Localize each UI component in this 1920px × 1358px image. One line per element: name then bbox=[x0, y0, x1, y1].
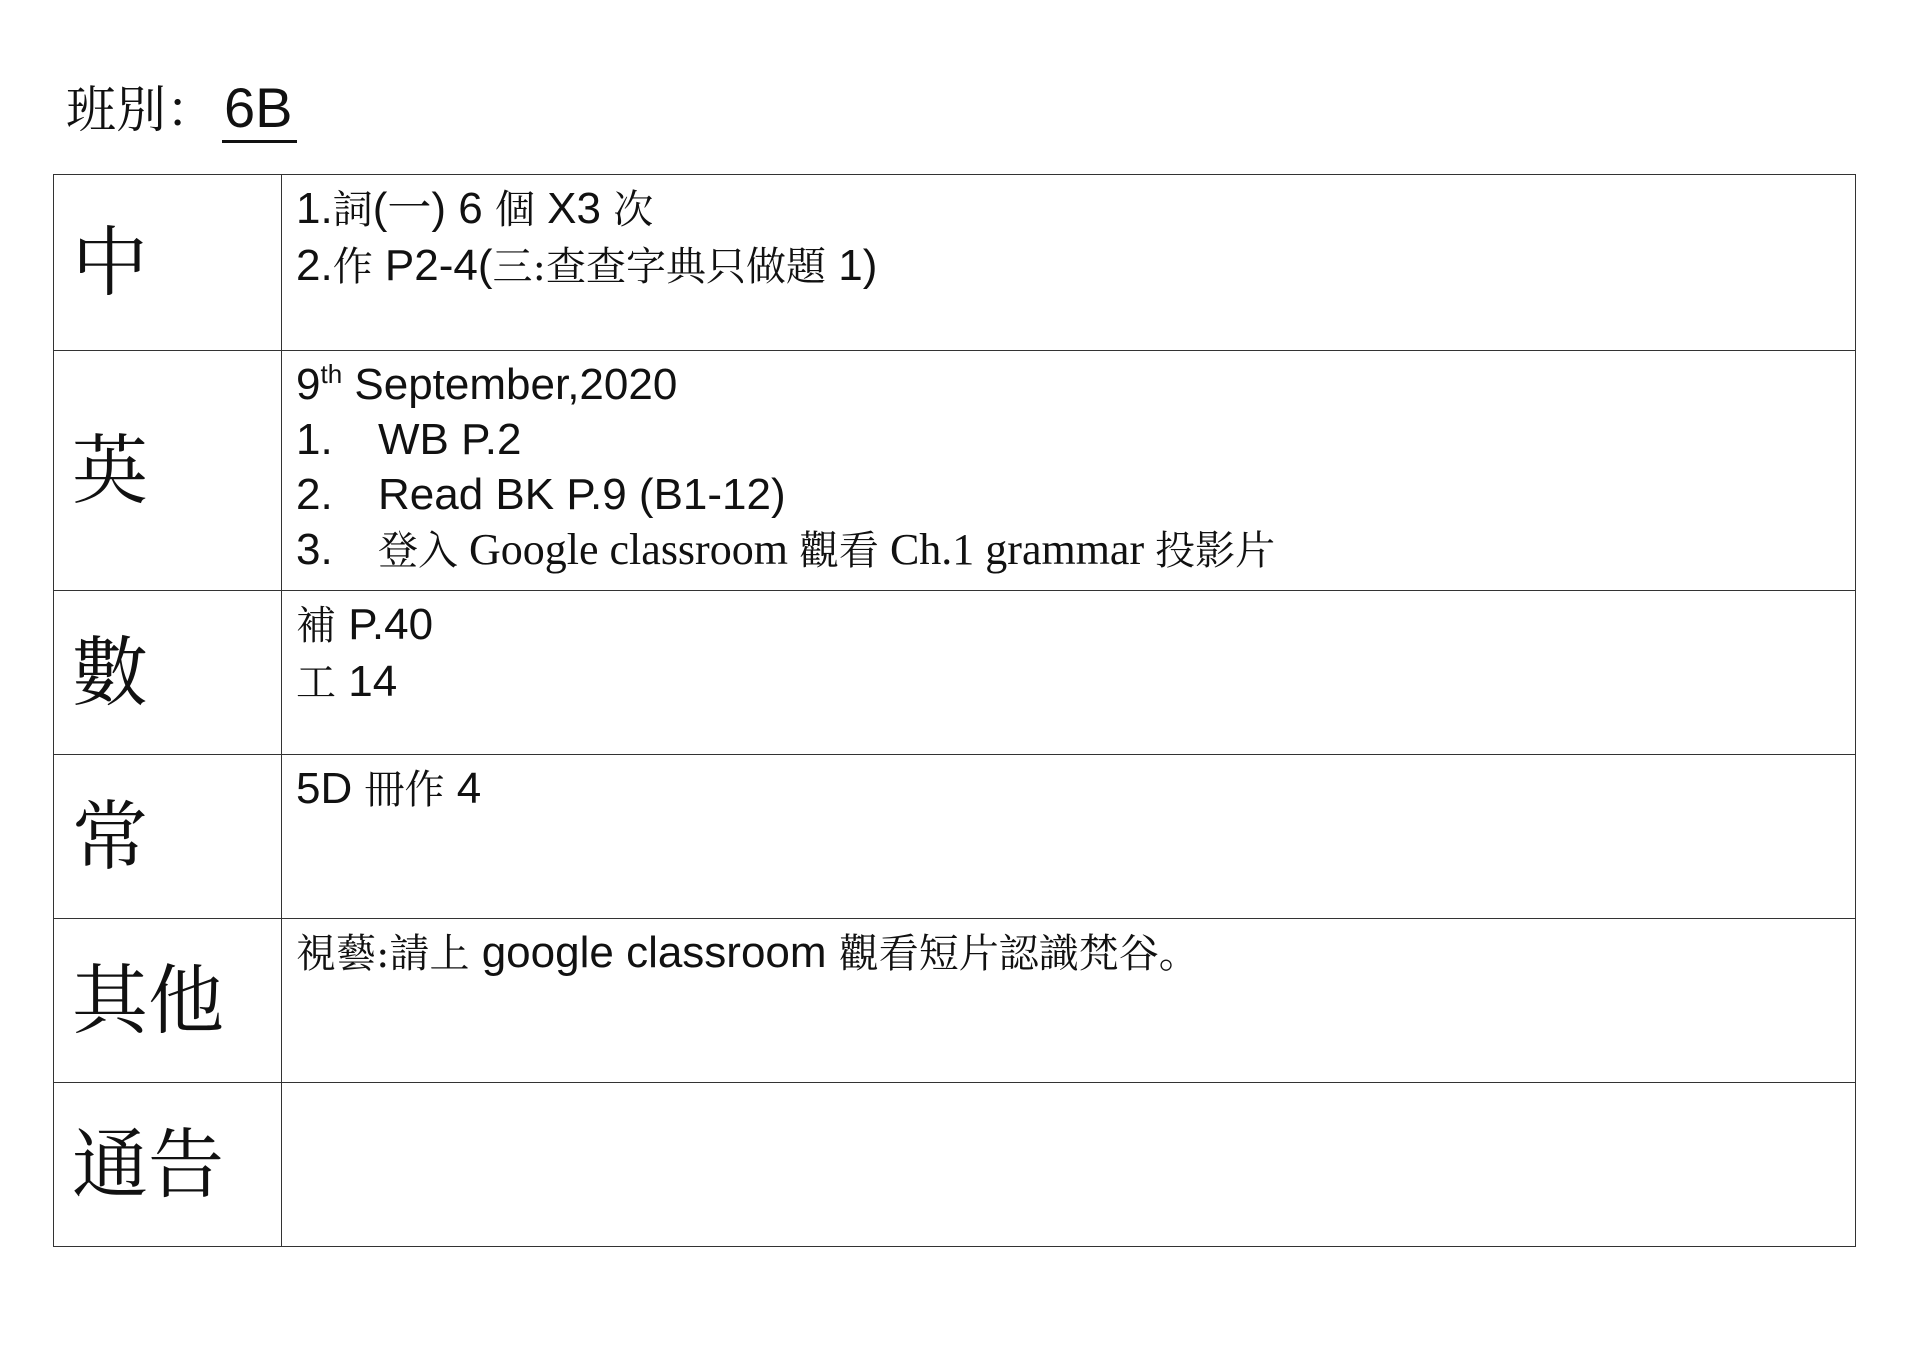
row-others bbox=[54, 919, 1856, 1083]
subject-english: 英 bbox=[54, 351, 282, 591]
row-chinese bbox=[54, 175, 1856, 351]
content-chinese bbox=[282, 175, 1856, 351]
content-notices bbox=[282, 1083, 1856, 1247]
class-value: 6B bbox=[222, 80, 297, 143]
chinese-line-2: 2.作 P2-4(三:查查字典只做題 1) bbox=[296, 241, 878, 290]
english-item-2: 2. Read BK P.9 (B1-12) bbox=[296, 470, 786, 519]
subject-math: 數 bbox=[54, 591, 282, 755]
subject-notices: 通告 bbox=[54, 1083, 282, 1247]
subject-chinese: 中 bbox=[54, 175, 282, 351]
subject-general-studies: 常 bbox=[54, 755, 282, 919]
content-others bbox=[282, 919, 1856, 1083]
row-english bbox=[54, 351, 1856, 591]
others-line: 視藝:請上 google classroom 觀看短片認識梵谷。 bbox=[296, 928, 1199, 977]
chinese-line-1: 1.詞(一) 6 個 X3 次 bbox=[296, 184, 654, 233]
content-math bbox=[282, 591, 1856, 755]
english-item-3: 3. 登入 Google classroom 觀看 Ch.1 grammar 投影片 bbox=[296, 525, 1276, 574]
row-general-studies bbox=[54, 755, 1856, 919]
content-general-studies bbox=[282, 755, 1856, 919]
content-english bbox=[282, 351, 1856, 591]
english-date: 9th September,2020 bbox=[296, 359, 678, 409]
class-header bbox=[66, 76, 297, 160]
homework-table bbox=[53, 174, 1856, 1247]
class-label: 班別： bbox=[66, 81, 216, 139]
subject-others: 其他 bbox=[54, 919, 282, 1083]
row-notices bbox=[54, 1083, 1856, 1247]
general-studies-line: 5D 冊作 4 bbox=[296, 764, 482, 813]
row-math bbox=[54, 591, 1856, 755]
math-line-2: 工 14 bbox=[296, 657, 398, 706]
english-item-1: 1. WB P.2 bbox=[296, 415, 522, 464]
math-line-1: 補 P.40 bbox=[296, 600, 434, 649]
